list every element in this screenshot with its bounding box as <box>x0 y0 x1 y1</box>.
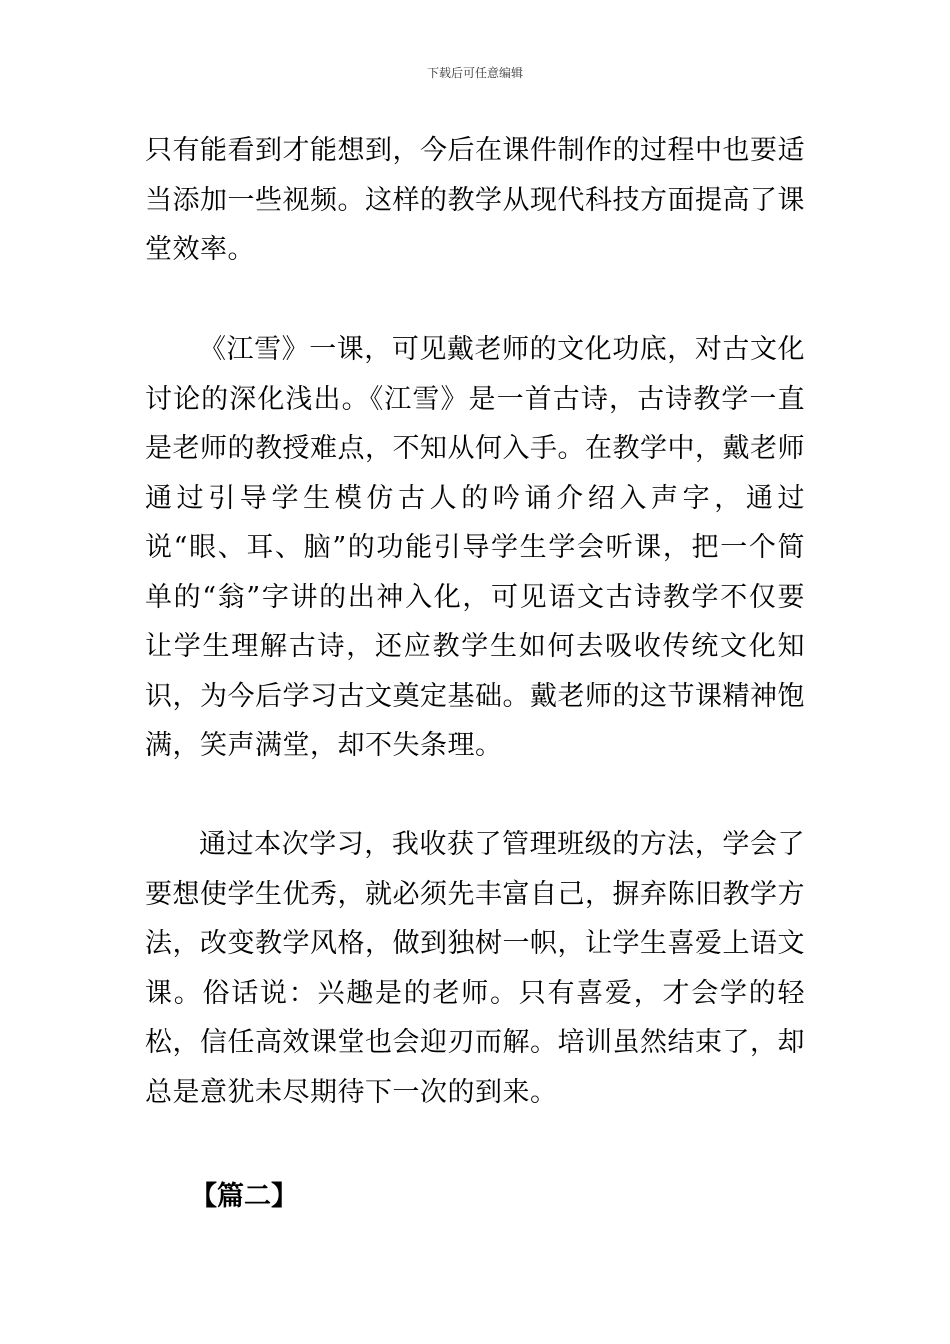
page-header: 下载后可任意编辑 <box>426 66 523 80</box>
paragraph-1-block <box>145 126 805 275</box>
paragraph-2-block <box>145 325 805 771</box>
paragraph-2: 《江雪》一课，可见戴老师的文化功底，对古文化讨论的深化浅出。《江雪》是一首古诗，古诗教学一直是老师的教授难点，不知从何入手。在教学中，戴老师通过引导学生模仿古人的吟诵介绍入声字，通过说“眼、耳、脑”的功能引导学生学会听课，把一个简单的“翁”字讲的出神入化，可见语文古诗教学不仅要让学生理解古诗，还应教学生如何去吸收传统文化知识，为今后学习古文奠定基础。戴老师的这节课精神饱满，笑声满堂，却不失条理。 <box>145 334 805 761</box>
paragraph-3: 通过本次学习，我收获了管理班级的方法，学会了要想使学生优秀，就必须先丰富自己，摒弃陈旧教学方法，改变教学风格，做到独树一帜，让学生喜爱上语文课。俗话说：兴趣是的老师。只有喜爱，才会学的轻松，信任高效课堂也会迎刃而解。培训虽然结束了，却总是意犹未尽期待下一次的到来。 <box>145 829 805 1108</box>
paragraph-3-block <box>145 820 805 1117</box>
paragraph-1: 只有能看到才能想到，今后在课件制作的过程中也要适当添加一些视频。这样的教学从现代科技方面提高了课堂效率。 <box>145 135 805 265</box>
section-heading: 【篇二】 <box>190 1181 298 1212</box>
